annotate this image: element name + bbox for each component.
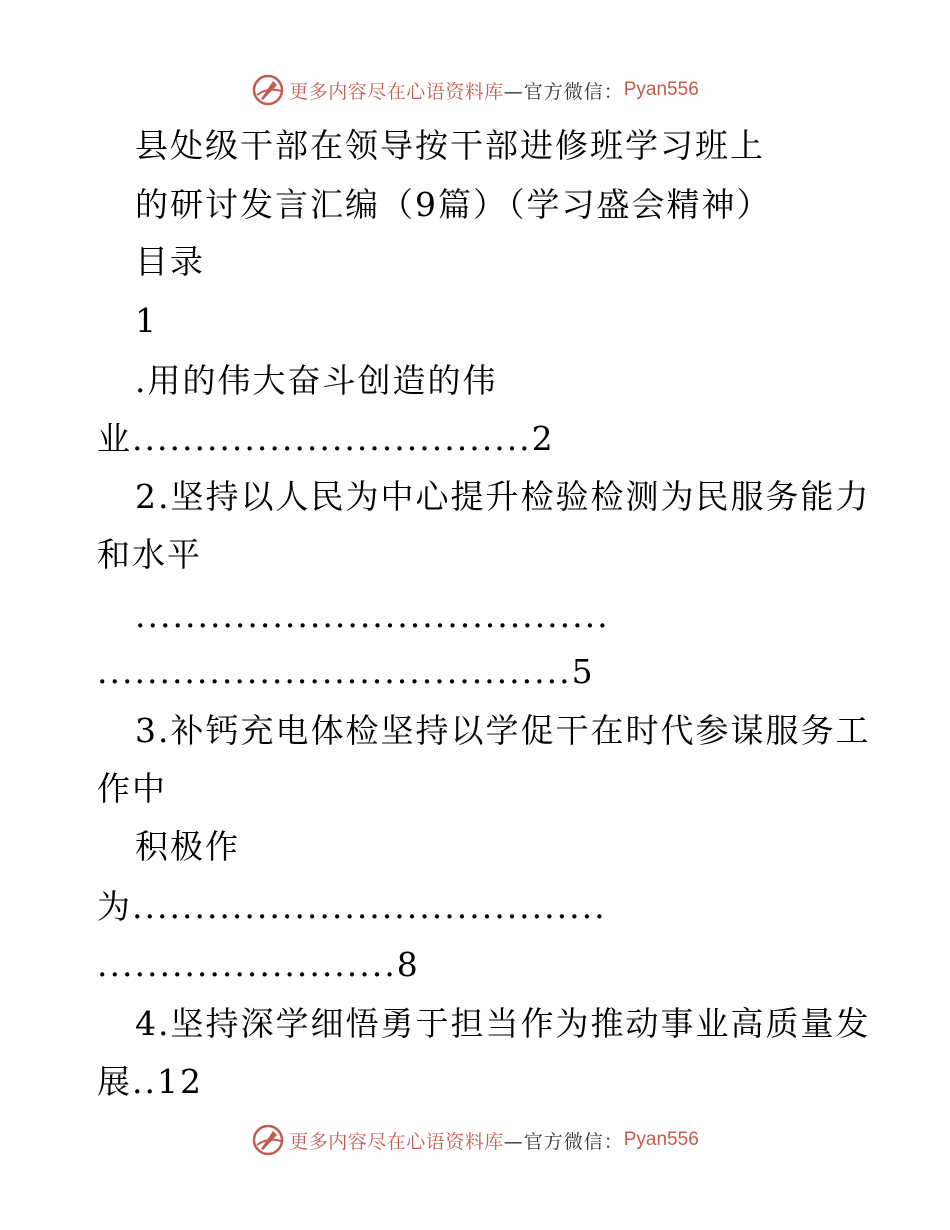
toc-line: 展..12 bbox=[97, 1062, 203, 1101]
toc-line: 为...................................... bbox=[97, 887, 607, 926]
toc-heading: 目录 bbox=[135, 242, 205, 281]
banner-separator: —官方微信： bbox=[503, 80, 624, 103]
toc-line: 作中 bbox=[97, 769, 167, 808]
toc-line: 业................................2 bbox=[97, 419, 555, 458]
banner-slogan: 更多内容尽在心语资料库 bbox=[289, 80, 504, 103]
toc-line: 积极作 bbox=[135, 827, 240, 866]
banner-wechat-id: Pyan556 bbox=[623, 1129, 699, 1150]
toc-line: .用的伟大奋斗创造的伟 bbox=[135, 361, 498, 400]
document-title-line-2: 的研讨发言汇编（9篇）（学习盛会精神） bbox=[135, 185, 772, 224]
pen-nib-logo-icon bbox=[251, 1123, 285, 1157]
toc-line: ........................8 bbox=[97, 945, 420, 984]
banner-wechat-id: Pyan556 bbox=[623, 79, 699, 100]
toc-line: 和水平 bbox=[97, 535, 202, 574]
toc-line: 4.坚持深学细悟勇于担当作为推动事业高质量发 bbox=[135, 1004, 871, 1043]
footer-banner bbox=[0, 1120, 950, 1160]
banner-separator: —官方微信： bbox=[503, 1130, 624, 1153]
toc-line: ......................................5 bbox=[97, 652, 595, 691]
pen-nib-logo-icon bbox=[251, 73, 285, 107]
toc-line: 2.坚持以人民为中心提升检验检测为民服务能力 bbox=[135, 477, 871, 516]
toc-line: ...................................... bbox=[135, 596, 610, 635]
header-banner bbox=[0, 70, 950, 110]
toc-line: 1 bbox=[135, 301, 158, 340]
toc-line: 3.补钙充电体检坚持以学促干在时代参谋服务工 bbox=[135, 711, 871, 750]
document-title-line-1: 县处级干部在领导按干部进修班学习班上 bbox=[135, 126, 765, 165]
banner-slogan: 更多内容尽在心语资料库 bbox=[289, 1130, 504, 1153]
